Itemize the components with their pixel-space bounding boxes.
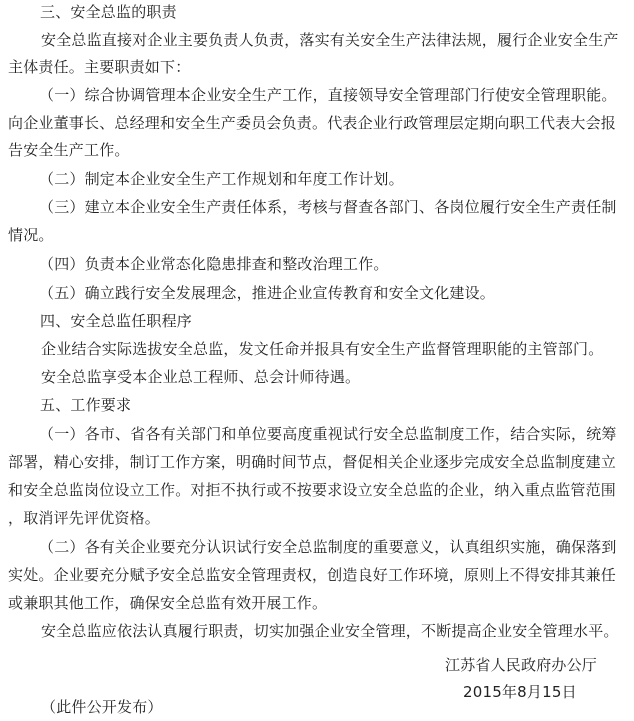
section-5-heading: 五、工作要求 bbox=[40, 396, 132, 414]
closing-paragraph: 安全总监应依法认真履行职责，切实加强企业安全管理，不断提高企业安全管理水平。 bbox=[41, 622, 619, 640]
section-3-item-4: （四）负责本企业常态化隐患排查和整改治理工作。 bbox=[39, 255, 389, 273]
section-5-item-1-line-2: 部署，精心安排，制订工作方案，明确时间节点，督促相关企业逐步完成安全总监制度建立 bbox=[8, 453, 617, 471]
section-3-intro-line-2: 主体责任。主要职责如下： bbox=[8, 58, 191, 76]
section-3-item-3-line-2: 情况。 bbox=[8, 226, 54, 244]
section-5-item-1-line-3: 和安全总监岗位设立工作。对拒不执行或不按要求设立安全总监的企业，纳入重点监管范围 bbox=[8, 481, 617, 499]
section-5-item-1-line-4: ，取消评先评优资格。 bbox=[8, 509, 161, 527]
section-4-heading: 四、安全总监任职程序 bbox=[40, 312, 193, 330]
section-3-intro-line-1: 安全总监直接对企业主要负责人负责，落实有关安全生产法律法规，履行企业安全生产 bbox=[41, 31, 619, 49]
section-3-item-1-line-1: （一）综合协调管理本企业安全生产工作，直接领导安全管理部门行使安全管理职能。 bbox=[39, 86, 617, 104]
section-3-item-1-line-2: 向企业董事长、总经理和安全生产委员会负责。代表企业行政管理层定期向职工代表大会报 bbox=[8, 114, 617, 132]
section-3-item-5: （五）确立践行安全发展理念，推进企业宣传教育和安全文化建设。 bbox=[39, 284, 496, 302]
section-5-item-2-line-1: （二）各有关企业要充分认识试行安全总监制度的重要意义，认真组织实施，确保落到 bbox=[39, 538, 617, 556]
section-5-item-1-line-1: （一）各市、省各有关部门和单位要高度重视试行安全总监制度工作，结合实际，统筹 bbox=[39, 425, 617, 443]
section-4-paragraph-2: 安全总监享受本企业总工程师、总会计师待遇。 bbox=[41, 368, 361, 386]
section-3-item-3-line-1: （三）建立本企业安全生产责任体系，考核与督查各部门、各岗位履行安全生产责任制 bbox=[39, 198, 617, 216]
section-3-item-2: （二）制定本企业安全生产工作规划和年度工作计划。 bbox=[39, 170, 404, 188]
document-date: 2015年8月15日 bbox=[463, 683, 577, 701]
section-5-item-2-line-3: 或兼职其他工作，确保安全总监有效开展工作。 bbox=[8, 594, 328, 612]
section-3-item-1-line-3: 告安全生产工作。 bbox=[8, 141, 130, 159]
issuer-signature: 江苏省人民政府办公厅 bbox=[445, 656, 598, 674]
section-4-paragraph-1: 企业结合实际选拔安全总监，发文任命并报具有安全生产监督管理职能的主管部门。 bbox=[41, 340, 604, 358]
section-5-item-2-line-2: 实处。企业要充分赋予安全总监安全管理责权，创造良好工作环境，原则上不得安排其兼任 bbox=[8, 566, 617, 584]
section-3-heading: 三、安全总监的职责 bbox=[40, 3, 177, 21]
public-release-note: （此件公开发布） bbox=[41, 698, 163, 716]
